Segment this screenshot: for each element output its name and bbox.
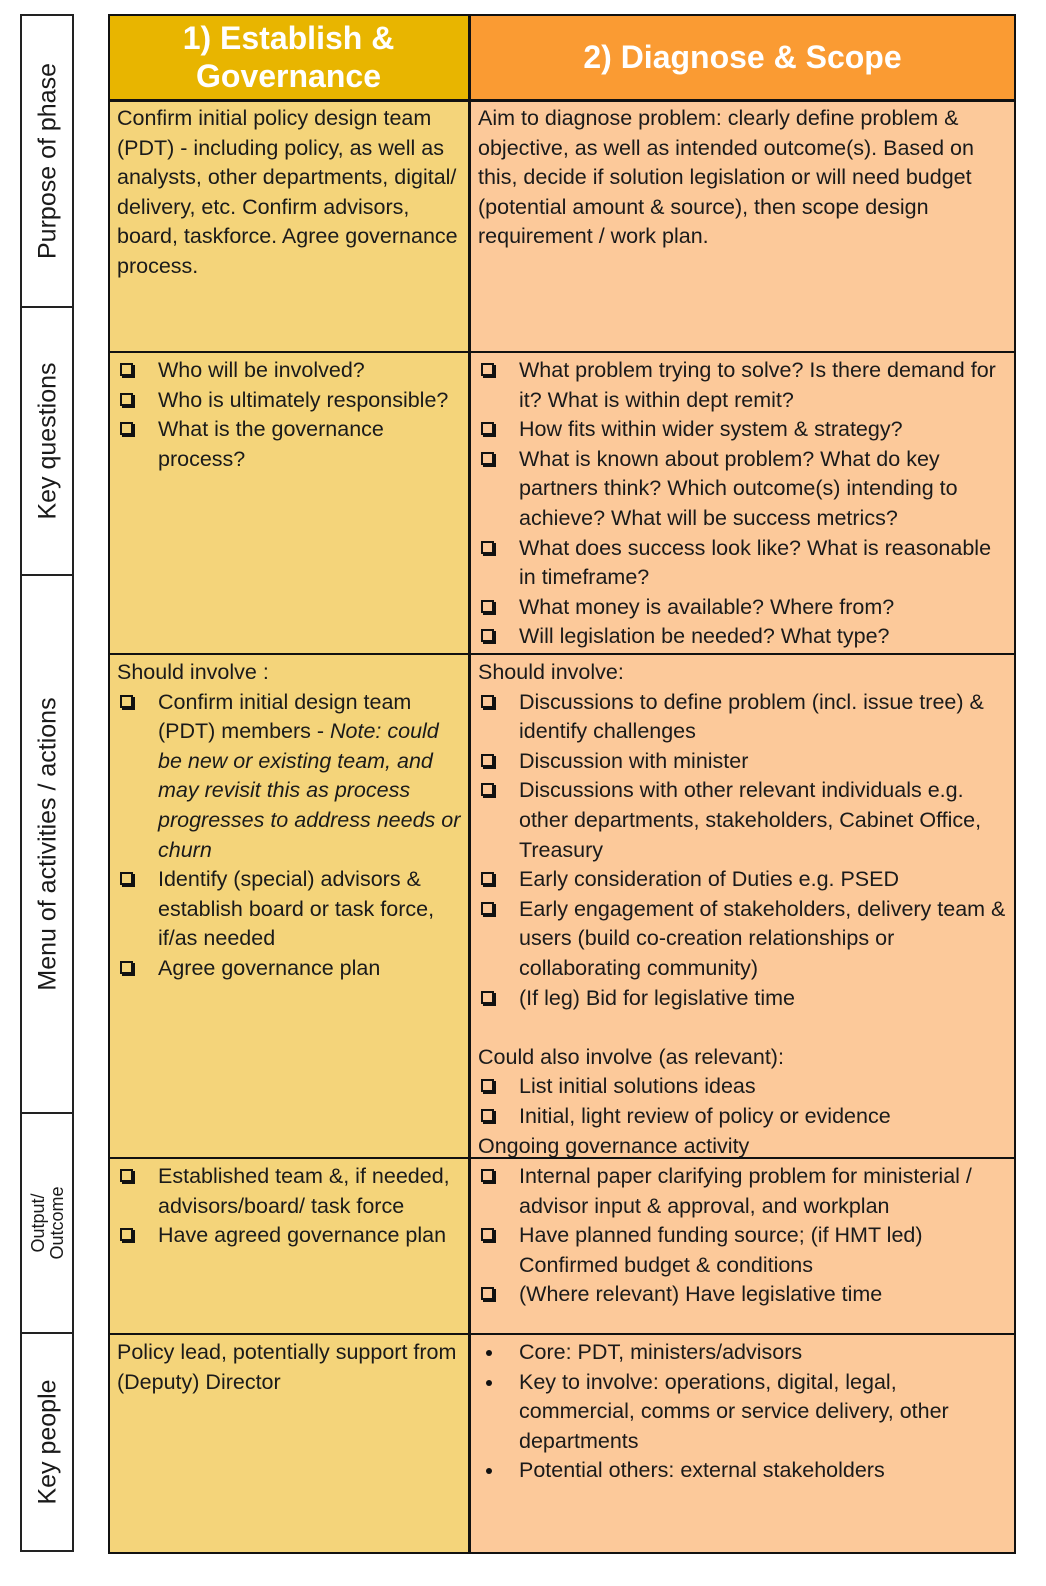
table-border-left	[108, 14, 110, 1554]
row-divider	[108, 1157, 1016, 1159]
row-label-divider	[72, 14, 74, 1552]
col1-purpose-text: Confirm initial policy design team (PDT) - including policy, as well as analysts, other departments, digital/ delivery, etc. Confirm advisors, board, taskforce. Agree governance process.	[117, 106, 458, 278]
col2-purpose-text: Aim to diagnose problem: clearly define problem & objective, as well as intended outcome(s). Based on this, decide if solution legislation or will need budget (potential amount & source), then scope design requirement / work plan.	[478, 106, 974, 249]
col2-menu-also-list	[478, 1072, 1008, 1131]
list-item: Key to involve: operations, digital, legal, commercial, comms or service delivery, other departments	[478, 1368, 1008, 1457]
col2-menu-also-intro: Could also involve (as relevant):	[478, 1044, 784, 1069]
checkbox-icon	[481, 872, 494, 885]
checkbox-icon	[481, 600, 494, 613]
table-border-bottom	[108, 1552, 1016, 1554]
list-item: Early consideration of Duties e.g. PSED	[478, 865, 1008, 895]
list-item: Early engagement of stakeholders, delivery team & users (build co-creation relationships or collaborating community)	[478, 895, 1008, 984]
checkbox-icon	[481, 541, 494, 554]
checkbox-icon	[481, 754, 494, 767]
col1-people-cell	[108, 1334, 469, 1554]
list-item: What does success look like? What is reasonable in timeframe?	[478, 534, 1008, 593]
list-item: (Where relevant) Have legislative time	[478, 1280, 1008, 1310]
checkbox-icon	[481, 1079, 494, 1092]
list-item: (If leg) Bid for legislative time	[478, 984, 1008, 1014]
checkbox-icon	[481, 783, 494, 796]
col1-menu-cell	[108, 654, 469, 1158]
col1-questions-cell	[108, 352, 469, 654]
list-item: Who is ultimately responsible?	[117, 386, 461, 416]
col2-people-cell	[469, 1334, 1016, 1554]
checkbox-icon	[481, 991, 494, 1004]
col1-people-text: Policy lead, potentially support from (Deputy) Director	[117, 1340, 457, 1394]
col2-people-list	[478, 1338, 1008, 1486]
col2-header-text: 2) Diagnose & Scope	[583, 39, 902, 75]
list-item: Identify (special) advisors & establish board or task force, if/as needed	[117, 865, 461, 954]
row-label-output-text: Output/ Outcome	[28, 1186, 67, 1260]
list-item: Internal paper clarifying problem for ministerial / advisor input & approval, and workplan	[478, 1162, 1008, 1221]
list-item: Have planned funding source; (if HMT led) Confirmed budget & conditions	[478, 1221, 1008, 1280]
list-item: Who will be involved?	[117, 356, 461, 386]
col2-output-list	[478, 1162, 1008, 1310]
checkbox-icon	[120, 422, 133, 435]
col2-menu-cell	[469, 654, 1016, 1158]
list-item: What is the governance process?	[117, 415, 461, 474]
col2-header	[469, 14, 1016, 100]
checkbox-icon	[481, 422, 494, 435]
list-item: List initial solutions ideas	[478, 1072, 1008, 1102]
list-item: Confirm initial design team (PDT) members - Note: could be new or existing team, and may revisit this as process progresses to address needs or churn	[117, 688, 461, 866]
checkbox-icon	[481, 902, 494, 915]
checkbox-icon	[120, 1228, 133, 1241]
checkbox-icon	[120, 1169, 133, 1182]
table-border-right	[1014, 14, 1016, 1554]
row-divider	[108, 99, 1016, 102]
checkbox-icon	[481, 695, 494, 708]
table-border-top	[108, 14, 1016, 16]
col1-header-line1: 1) Establish &	[182, 20, 395, 56]
row-label-purpose-text: Purpose of phase	[33, 63, 62, 259]
row-label-key-people-text: Key people	[33, 1379, 62, 1505]
col1-header-line2: Governance	[196, 58, 381, 94]
checkbox-icon	[120, 695, 133, 708]
col1-questions-list	[117, 356, 461, 474]
checkbox-icon	[120, 872, 133, 885]
row-label-purpose	[20, 14, 74, 308]
col2-purpose-cell	[469, 100, 1016, 352]
row-divider	[108, 1333, 1016, 1335]
checkbox-icon	[481, 1228, 494, 1241]
list-item: Discussions to define problem (incl. issue tree) & identify challenges	[478, 688, 1008, 747]
checkbox-icon	[481, 629, 494, 642]
bullet-icon	[486, 1350, 492, 1356]
col1-header	[108, 14, 469, 100]
bullet-icon	[486, 1468, 492, 1474]
col1-purpose-cell	[108, 100, 469, 352]
row-label-menu-text: Menu of activities / actions	[33, 697, 62, 991]
row-label-key-questions-text: Key questions	[33, 362, 62, 520]
list-item: Have agreed governance plan	[117, 1221, 461, 1251]
list-item: Will legislation be needed? What type?	[478, 622, 1008, 652]
checkbox-icon	[120, 961, 133, 974]
col1-output-cell	[108, 1158, 469, 1334]
checkbox-icon	[481, 1169, 494, 1182]
row-label-menu	[20, 574, 74, 1114]
row-divider	[108, 351, 1016, 353]
bullet-icon	[486, 1380, 492, 1386]
checkbox-icon	[120, 393, 133, 406]
row-label-key-people	[20, 1332, 74, 1552]
col2-menu-footer: Ongoing governance activity	[478, 1133, 750, 1158]
checkbox-icon	[120, 363, 133, 376]
col2-questions-list	[478, 356, 1008, 652]
col1-menu-intro: Should involve :	[117, 660, 269, 684]
list-item: Discussion with minister	[478, 747, 1008, 777]
list-item: How fits within wider system & strategy?	[478, 415, 1008, 445]
checkbox-icon	[481, 1109, 494, 1122]
row-label-key-questions	[20, 306, 74, 576]
phase-table	[108, 14, 1016, 1554]
list-item: Established team &, if needed, advisors/board/ task force	[117, 1162, 461, 1221]
col1-menu-list	[117, 688, 461, 984]
checkbox-icon	[481, 1287, 494, 1300]
note-text: Note: could be new or existing team, and may revisit this as process progresses to address needs or churn	[158, 719, 461, 862]
list-item: Discussions with other relevant individuals e.g. other departments, stakeholders, Cabinet Office, Treasury	[478, 776, 1008, 865]
checkbox-icon	[481, 363, 494, 376]
list-item: What problem trying to solve? Is there demand for it? What is within dept remit?	[478, 356, 1008, 415]
row-label-output	[20, 1112, 74, 1334]
list-item: What is known about problem? What do key partners think? Which outcome(s) intending to achieve? What will be success metrics?	[478, 445, 1008, 534]
list-item: What money is available? Where from?	[478, 593, 1008, 623]
list-item: Agree governance plan	[117, 954, 461, 984]
checkbox-icon	[481, 452, 494, 465]
column-divider	[468, 14, 471, 1554]
col2-menu-intro: Should involve:	[478, 660, 624, 684]
col2-questions-cell	[469, 352, 1016, 654]
row-divider	[108, 653, 1016, 655]
col2-menu-list	[478, 688, 1008, 1014]
list-item: Potential others: external stakeholders	[478, 1456, 1008, 1486]
col2-output-cell	[469, 1158, 1016, 1334]
list-item: Core: PDT, ministers/advisors	[478, 1338, 1008, 1368]
list-item: Initial, light review of policy or evidence	[478, 1102, 1008, 1132]
col1-output-list	[117, 1162, 461, 1251]
